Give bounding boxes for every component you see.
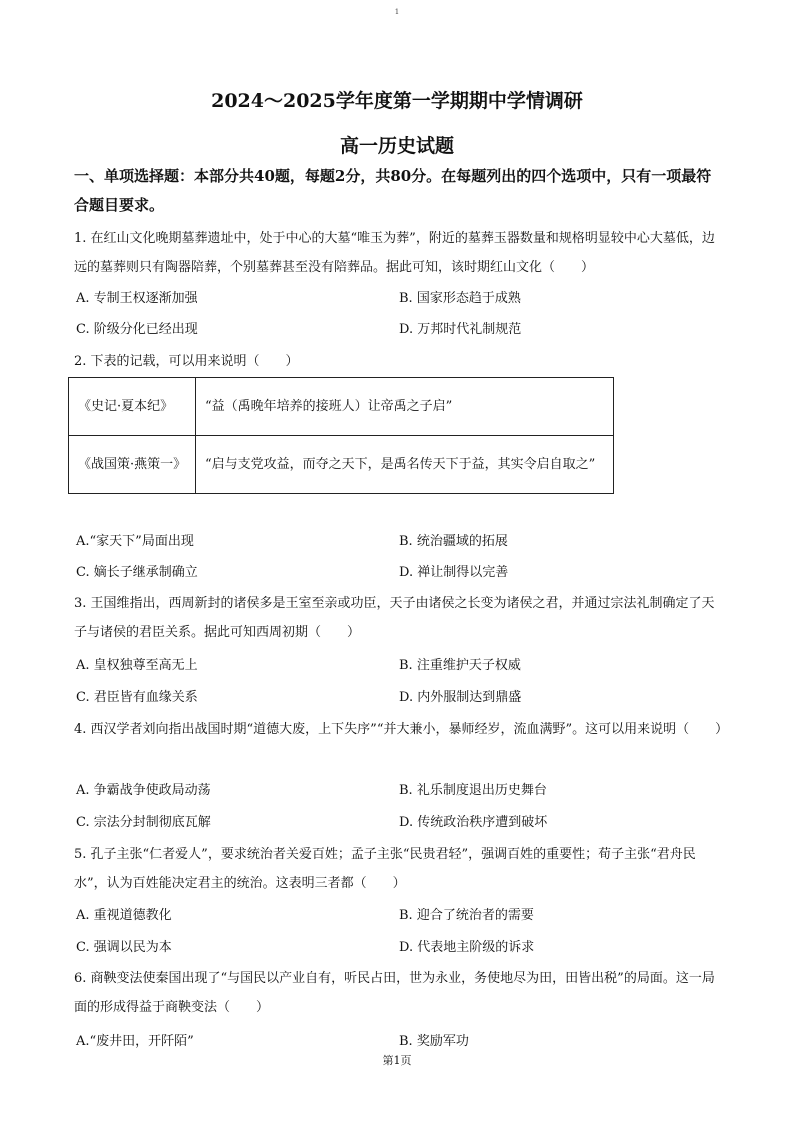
question-4-option-b: B. 礼乐制度退出历史舞台 bbox=[399, 783, 547, 798]
question-2-option-a: A.“家天下”局面出现 bbox=[76, 534, 194, 549]
question-6-stem: 6. 商鞅变法使秦国出现了“与国民以产业自有，听民占田，世为永业，务使地尽为田，田皆出税”的局面。这一局面的形成得益于商鞅变法（ ） bbox=[74, 971, 715, 1015]
table-quote-cell: “启与支党攻益，而夺之天下，是禹名传天下于益，其实令启自取之” bbox=[196, 436, 614, 494]
question-4-option-d: D. 传统政治秩序遭到破坏 bbox=[399, 815, 548, 830]
question-4-option-c: C. 宗法分封制彻底瓦解 bbox=[76, 815, 211, 830]
table-source-cell: 《史记·夏本纪》 bbox=[69, 378, 196, 436]
table-source-cell: 《战国策·燕策一》 bbox=[69, 436, 196, 494]
question-1-stem: 1. 在红山文化晚期墓葬遗址中，处于中心的大墓“唯玉为葬”，附近的墓葬玉器数量和规格明显较中心大墓低，边远的墓葬则只有陶器陪葬，个别墓葬甚至没有陪葬品。据此可知，该时期红山文化（ ） bbox=[74, 231, 715, 275]
question-4-option-a: A. 争霸战争使政局动荡 bbox=[76, 783, 211, 798]
question-3-option-b: B. 注重维护天子权威 bbox=[399, 658, 521, 673]
table-row bbox=[69, 378, 614, 436]
question-6-option-b: B. 奖励军功 bbox=[399, 1034, 469, 1049]
question-2-option-d: D. 禅让制得以完善 bbox=[399, 565, 509, 580]
section-heading: 一、单项选择题：本部分共40题，每题2分，共80分。在每题列出的四个选项中，只有一项最符合题目要求。 bbox=[74, 167, 712, 214]
question-2-source-table bbox=[68, 377, 614, 494]
question-6-option-a: A.“废井田，开阡陌” bbox=[76, 1034, 194, 1049]
question-5-option-a: A. 重视道德教化 bbox=[76, 908, 172, 923]
question-1-option-c: C. 阶级分化已经出现 bbox=[76, 322, 198, 337]
question-1-option-d: D. 万邦时代礼制规范 bbox=[399, 322, 522, 337]
question-3-option-c: C. 君臣皆有血缘关系 bbox=[76, 690, 198, 705]
question-2-option-b: B. 统治疆域的拓展 bbox=[399, 534, 508, 549]
page-number: 第1页 bbox=[382, 1054, 412, 1067]
page-marker: 1 bbox=[394, 8, 400, 16]
question-5-stem: 5. 孔子主张“仁者爱人”，要求统治者关爱百姓；孟子主张“民贵君轻”，强调百姓的重要性；荀子主张“君舟民水”，认为百姓能决定君主的统治。这表明三者都（ ） bbox=[74, 847, 696, 891]
question-3-stem: 3. 王国维指出，西周新封的诸侯多是王室至亲或功臣，天子由诸侯之长变为诸侯之君，并通过宗法礼制确定了天子与诸侯的君臣关系。据此可知西周初期（ ） bbox=[74, 596, 715, 640]
question-3-option-a: A. 皇权独尊至高无上 bbox=[76, 658, 198, 673]
table-quote-cell: “益（禹晚年培养的接班人）让帝禹之子启” bbox=[196, 378, 614, 436]
question-4-stem: 4. 西汉学者刘向指出战国时期“道德大废，上下失序”“并大兼小，暴师经岁，流血满野”。这可以用来说明（ ） bbox=[74, 722, 729, 737]
question-5-option-b: B. 迎合了统治者的需要 bbox=[399, 908, 534, 923]
table-row bbox=[69, 436, 614, 494]
question-5-option-d: D. 代表地主阶级的诉求 bbox=[399, 940, 535, 955]
question-1-option-a: A. 专制王权逐渐加强 bbox=[76, 291, 198, 306]
question-1-option-b: B. 国家形态趋于成熟 bbox=[399, 291, 521, 306]
question-2-option-c: C. 嫡长子继承制确立 bbox=[76, 565, 198, 580]
question-3-option-d: D. 内外服制达到鼎盛 bbox=[399, 690, 522, 705]
exam-subtitle: 高一历史试题 bbox=[339, 135, 454, 157]
question-2-stem: 2. 下表的记载，可以用来说明（ ） bbox=[74, 354, 299, 369]
question-5-option-c: C. 强调以民为本 bbox=[76, 940, 172, 955]
exam-title: 2024～2025学年度第一学期期中学情调研 bbox=[211, 90, 583, 112]
